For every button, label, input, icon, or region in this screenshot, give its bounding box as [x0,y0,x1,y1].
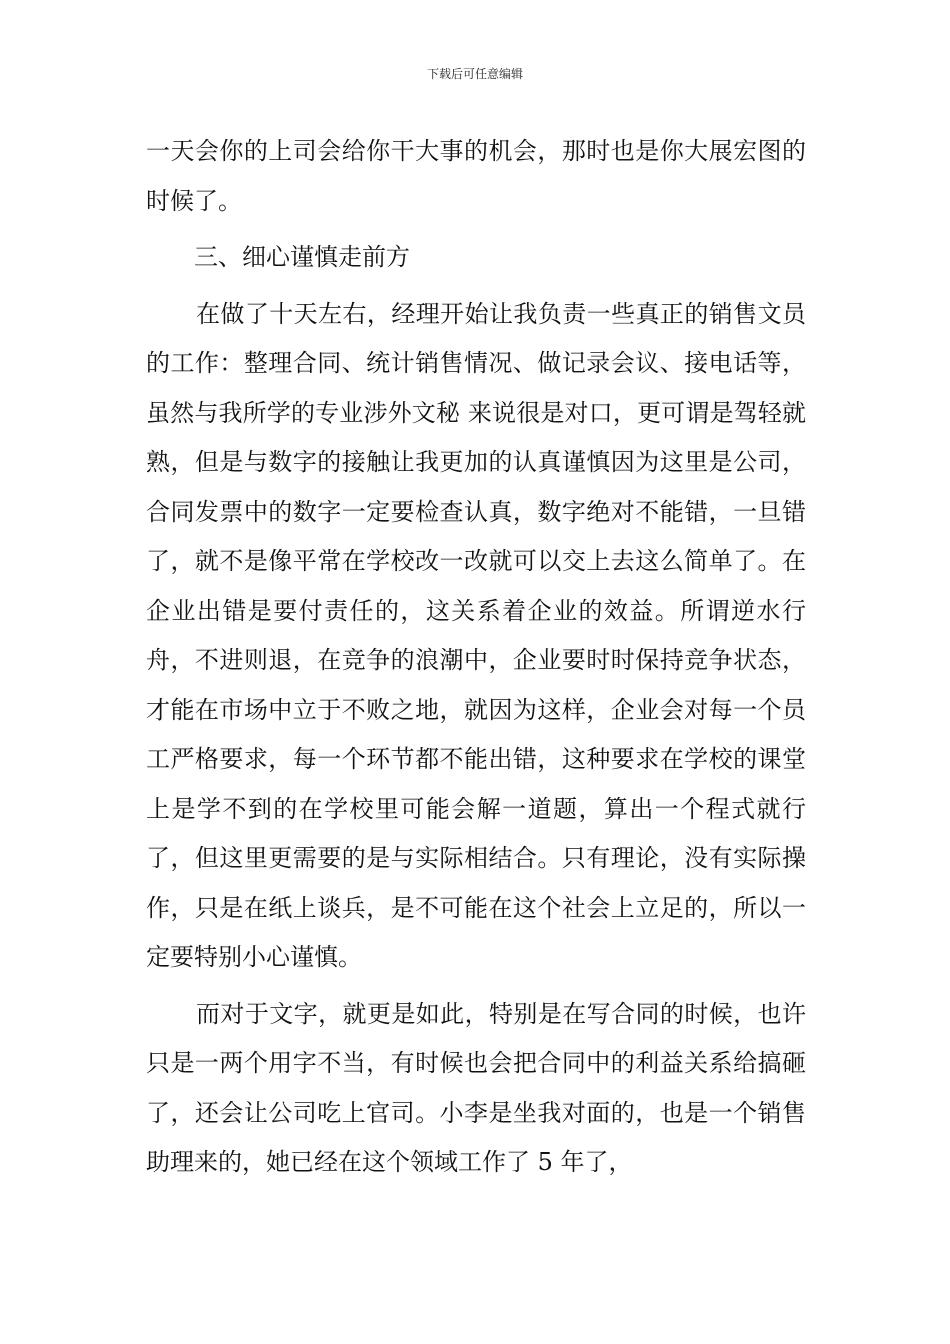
paragraph-main: 在做了十天左右，经理开始让我负责一些真正的销售文员的工作：整理合同、统计销售情况、做记录会议、接电话等，虽然与我所学的专业涉外文秘 来说很是对口，更可谓是驾轻就熟，但是与数字的接触让我更加的认真谨慎因为这里是公司，合同发票中的数字一定要检查认真，数字绝对不能错，一旦错了，就不是像平常在学校改一改就可以交上去这么简单了。在企业出错是要付责任的，这关系着企业的效益。所谓逆水行舟，不进则退，在竞争的浪潮中，企业要时时保持竞争状态，才能在市场中立于不败之地，就因为这样，企业会对每一个员工严格要求，每一个环节都不能出错，这种要求在学校的课堂上是学不到的在学校里可能会解一道题，算出一个程式就行了，但这里更需要的是与实际相结合。只有理论，没有实际操作，只是在纸上谈兵，是不可能在这个社会上立足的，所以一定要特别小心谨慎。 [146,299,806,971]
paragraph-contract: 而对于文字，就更是如此，特别是在写合同的时候，也许只是一两个用字不当，有时候也会把合同中的利益关系给搞砸了，还会让公司吃上官司。小李是坐我对面的，也是一个销售助理来的，她已经在这个领域工作了 5 年了， [146,999,806,1176]
document-body [146,127,806,1188]
page-header: 下载后可任意编辑 [426,67,523,81]
section-heading: 三、细心谨慎走前方 [194,243,410,271]
paragraph-continuation: 一天会你的上司会给你干大事的机会，那时也是你大展宏图的时候了。 [146,137,806,215]
